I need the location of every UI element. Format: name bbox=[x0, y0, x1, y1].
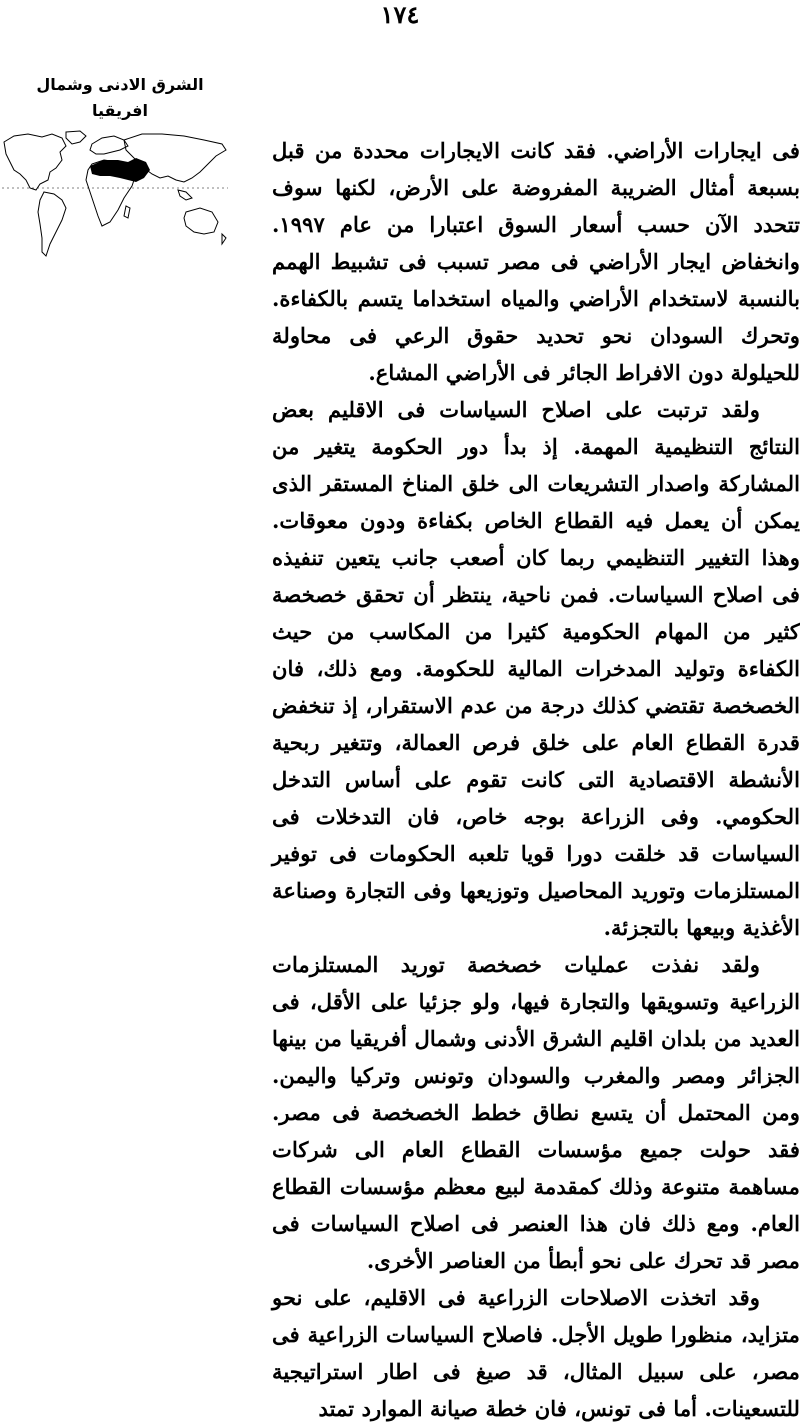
europe-outline bbox=[90, 136, 128, 154]
side-caption-line-1: الشرق الادنى وشمال bbox=[36, 75, 204, 94]
se-asia-islands-outline bbox=[178, 190, 192, 200]
greenland-outline bbox=[66, 131, 86, 144]
paragraph-3: ولقد نفذت عمليات خصخصة توريد المستلزمات الزراعية وتسويقها والتجارة فيها، ولو جزئيا على الأقل، فى العديد من بلدان اقليم الشرق الأدنى وشمال أفريقيا من بينها الجزائر ومصر والمغرب والسودان وتونس وتركيا واليمن. ومن المحتمل أن يتسع نطاق خطط الخصخصة فى مصر. فقد حولت جميع مؤسسات القطاع العام الى شركات مساهمة متنوعة وذلك كمقدمة لبيع معظم مؤسسات القطاع العام. ومع ذلك فان هذا العنصر فى اصلاح السياسات فى مصر قد تحرك على نحو أبطأ من العناصر الأخرى. bbox=[272, 952, 800, 1273]
body-text bbox=[272, 132, 800, 1427]
paragraph-1: فى ايجارات الأراضي. فقد كانت الايجارات محددة من قبل بسبعة أمثال الضريبة المفروضة على الأرض، لكنها سوف تتحدد الآن حسب أسعار السوق اعتبارا من عام ١٩٩٧. وانخفاض ايجار الأراضي فى مصر تسبب فى تشبيط الهمم بالنسبة لاستخدام الأراضي والمياه استخداما يتسم بالكفاءة. وتحرك السودان نحو تحديد حقوق الرعي فى محاولة للحيلولة دون الافراط الجائر فى الأراضي المشاع. bbox=[272, 138, 800, 385]
side-caption bbox=[0, 72, 240, 124]
madagascar-outline bbox=[124, 206, 130, 218]
world-map-icon bbox=[0, 128, 230, 268]
page-number: ١٧٤ bbox=[380, 0, 420, 29]
north-america-outline bbox=[4, 134, 66, 190]
australia-outline bbox=[184, 208, 218, 234]
new-zealand-outline bbox=[222, 234, 226, 244]
paragraph-4: وقد اتخذت الاصلاحات الزراعية فى الاقليم، على نحو متزايد، منظورا طويل الأجل. فاصلاح السياسات الزراعية فى مصر، على سبيل المثال، قد صيغ فى اطار استراتيجية للتسعينات. أما فى تونس، فان خطة صيانة الموارد تمتد bbox=[272, 1285, 800, 1421]
paragraph-2: ولقد ترتبت على اصلاح السياسات فى الاقليم بعض النتائج التنظيمية المهمة. إذ بدأ دور الحكومة يتغير من المشاركة واصدار التشريعات الى خلق المناخ المستقر الذى يمكن أن يعمل فيه القطاع الخاص بكفاءة ودون معوقات. وهذا التغيير التنظيمي ربما كان أصعب جانب يتعين تنفيذه فى اصلاح السياسات. فمن ناحية، ينتظر أن تحقق خصخصة كثير من المهام الحكومية كثيرا من المكاسب من حيث الكفاءة وتوليد المدخرات المالية للحكومة. ومع ذلك، فان الخصخصة تقتضي كذلك درجة من عدم الاستقرار، إذ تنخفض قدرة القطاع العام على خلق فرص العمالة، وتتغير ربحية الأنشطة الاقتصادية التى كانت تقوم على أساس التدخل الحكومي. وفى الزراعة بوجه خاص، فان التدخلات فى السياسات قد خلقت دورا قويا تلعبه الحكومات فى توفير المستلزمات وتوريد المحاصيل وتوزيعها وفى التجارة وصناعة الأغذية وبيعها بالتجزئة. bbox=[272, 397, 800, 940]
south-america-outline bbox=[38, 192, 66, 256]
side-caption-line-2: افريقيا bbox=[92, 101, 148, 120]
